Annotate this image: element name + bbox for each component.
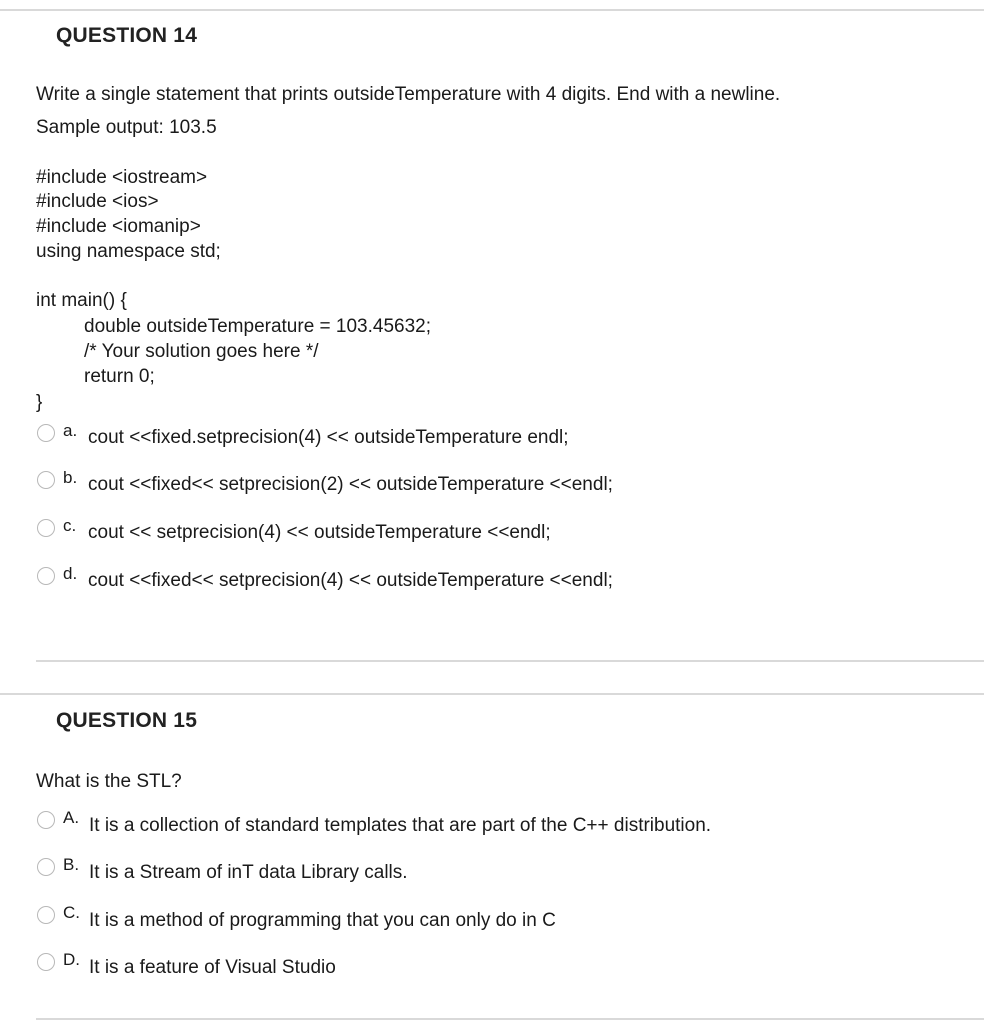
q15-option-c-radio[interactable] bbox=[37, 906, 55, 924]
q14-option-a-text: cout <<fixed.setprecision(4) << outsideTemperature endl; bbox=[88, 427, 569, 448]
code-line: #include <ios> bbox=[36, 191, 159, 212]
q15-option-b-label: B. bbox=[63, 855, 80, 874]
q14-option-c-text: cout << setprecision(4) << outsideTemperature <<endl; bbox=[88, 522, 551, 543]
q14-option-b-radio[interactable] bbox=[37, 471, 55, 489]
question-15-title: QUESTION 15 bbox=[56, 709, 198, 732]
question-14-bottom-divider bbox=[36, 660, 984, 662]
question-14-sample-output: Sample output: 103.5 bbox=[36, 117, 217, 138]
question-14-title: QUESTION 14 bbox=[56, 24, 198, 47]
q15-option-b-text: It is a Stream of inT data Library calls. bbox=[89, 862, 408, 883]
q14-option-b-label: b. bbox=[63, 468, 78, 487]
code-line: using namespace std; bbox=[36, 241, 221, 262]
code-line: /* Your solution goes here */ bbox=[84, 341, 319, 362]
question-14-prompt: Write a single statement that prints outsideTemperature with 4 digits. End with a newline. bbox=[36, 84, 781, 105]
question-15-prompt: What is the STL? bbox=[36, 771, 182, 792]
q15-option-a-radio[interactable] bbox=[37, 811, 55, 829]
q15-option-a-label: A. bbox=[63, 808, 80, 827]
q15-option-d-radio[interactable] bbox=[37, 953, 55, 971]
code-line: return 0; bbox=[84, 366, 155, 387]
q14-option-a-radio[interactable] bbox=[37, 424, 55, 442]
q14-option-b-text: cout <<fixed<< setprecision(2) << outsideTemperature <<endl; bbox=[88, 474, 613, 495]
q14-option-c-label: c. bbox=[63, 516, 77, 535]
bottom-divider bbox=[36, 1018, 984, 1020]
q15-option-c-text: It is a method of programming that you can only do in C bbox=[89, 910, 556, 931]
question-15-top-divider bbox=[0, 693, 984, 695]
code-line: } bbox=[36, 392, 43, 413]
code-line: int main() { bbox=[36, 290, 127, 311]
q15-option-a-text: It is a collection of standard templates that are part of the C++ distribution. bbox=[89, 815, 712, 836]
q15-option-c-label: C. bbox=[63, 903, 80, 922]
code-line: #include <iostream> bbox=[36, 167, 208, 188]
q14-option-d-label: d. bbox=[63, 564, 78, 583]
q14-option-d-radio[interactable] bbox=[37, 567, 55, 585]
q15-option-d-text: It is a feature of Visual Studio bbox=[89, 957, 336, 978]
q14-option-c-radio[interactable] bbox=[37, 519, 55, 537]
code-line: double outsideTemperature = 103.45632; bbox=[84, 316, 432, 337]
q14-option-a-label: a. bbox=[63, 421, 78, 440]
top-divider bbox=[0, 9, 984, 11]
code-line: #include <iomanip> bbox=[36, 216, 201, 237]
q15-option-d-label: D. bbox=[63, 950, 80, 969]
q15-option-b-radio[interactable] bbox=[37, 858, 55, 876]
q14-option-d-text: cout <<fixed<< setprecision(4) << outsideTemperature <<endl; bbox=[88, 570, 613, 591]
